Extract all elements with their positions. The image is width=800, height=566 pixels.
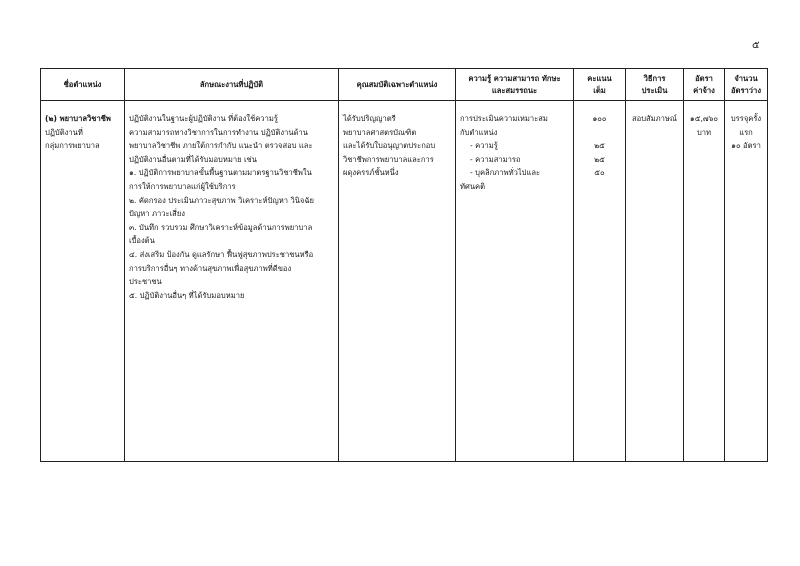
count-line: แรก xyxy=(739,127,753,137)
score-item: ๕๐ xyxy=(594,168,605,178)
competency-cell xyxy=(456,101,574,462)
duty-line: เบื้องต้น xyxy=(129,236,155,246)
qualification-line: วิชาชีพการพยาบาลและการ xyxy=(343,154,434,164)
qualification-line: ได้รับปริญญาตรี xyxy=(343,114,396,123)
rate-amount: ๑๕,๗๖๐ xyxy=(689,114,719,123)
header-row xyxy=(41,69,768,101)
duty-line: การบริการอื่นๆ ทางด้านสุขภาพเพื่อสุขภาพที่ดีของ xyxy=(129,263,292,273)
competency-line: ทัศนคติ xyxy=(460,181,486,191)
header-method-line2: ประเมิน xyxy=(641,85,668,95)
duty-line: ประชาชน xyxy=(129,277,162,287)
header-count xyxy=(725,69,768,101)
duty-line: ๑. ปฏิบัติการพยาบาลขั้นพื้นฐานตามมาตรฐานวิชาชีพใน xyxy=(129,168,312,178)
competency-line: การประเมินความเหมาะสม xyxy=(460,114,548,123)
header-count-line1: จำนวน xyxy=(734,73,758,83)
header-position: ชื่อตำแหน่ง xyxy=(41,69,125,101)
header-rate-line1: อัตรา xyxy=(695,73,713,83)
header-score-line1: คะแนน xyxy=(587,73,612,83)
position-title: (๒) พยาบาลวิชาชีพ xyxy=(45,114,111,123)
method-cell xyxy=(626,101,684,462)
qualification-line: พยาบาลศาสตรบัณฑิต xyxy=(343,127,417,137)
rate-unit: บาท xyxy=(696,127,712,137)
header-qualifications: คุณสมบัติเฉพาะตำแหน่ง xyxy=(339,69,456,101)
qualifications-cell xyxy=(339,101,456,462)
position-cell xyxy=(41,101,125,462)
position-line: กลุ่มการพยาบาล xyxy=(45,141,100,151)
competency-line: กับตำแหน่ง xyxy=(460,127,498,137)
header-count-line2: อัตราว่าง xyxy=(730,85,762,95)
page-number: ๕ xyxy=(752,40,760,51)
rate-cell xyxy=(684,101,725,462)
header-competency-line2: และสมรรถนะ xyxy=(491,85,538,95)
duty-line: การให้การพยาบาลแก่ผู้ใช้บริการ xyxy=(129,181,236,191)
header-competency xyxy=(456,69,574,101)
header-score xyxy=(574,69,626,101)
job-position-table xyxy=(40,68,768,462)
competency-item: - ความสามารถ xyxy=(470,154,521,164)
header-score-line2: เต็ม xyxy=(593,85,606,95)
header-competency-line1: ความรู้ ความสามารถ ทักษะ xyxy=(468,73,561,83)
score-cell xyxy=(574,101,626,462)
duty-line: ความสามารถทางวิชาการในการทำงาน ปฏิบัติงานด้าน xyxy=(129,127,308,137)
table-row xyxy=(41,101,768,462)
duty-line: ๓. บันทึก รวบรวม ศึกษาวิเคราะห์ข้อมูลด้านการพยาบาล xyxy=(129,222,313,232)
duty-line: ๒. คัดกรอง ประเมินภาวะสุขภาพ วิเคราะห์ปัญหา วินิจฉัย xyxy=(129,195,314,205)
method-value: สอบสัมภาษณ์ xyxy=(632,114,677,123)
competency-item: - ความรู้ xyxy=(470,141,498,151)
header-duties: ลักษณะงานที่ปฏิบัติ xyxy=(125,69,339,101)
position-line: ปฏิบัติงานที่ xyxy=(45,127,83,137)
competency-item: - บุคลิกภาพทั่วไปและ xyxy=(470,168,541,178)
header-method xyxy=(626,69,684,101)
duty-line: ๔. ส่งเสริม ป้องกัน ดูแลรักษา ฟื้นฟูสุขภาพประชาชนหรือ xyxy=(129,249,314,259)
score-item: ๒๕ xyxy=(594,141,605,151)
duty-line: พยาบาลวิชาชีพ ภายใต้การกำกับ แนะนำ ตรวจสอบ และ xyxy=(129,141,313,151)
count-line: ๑๐ อัตรา xyxy=(731,141,761,151)
header-rate-line2: ค่าจ้าง xyxy=(693,85,715,95)
duty-line: ปฏิบัติงานในฐานะผู้ปฏิบัติงาน ที่ต้องใช้ความรู้ xyxy=(129,114,278,123)
header-rate xyxy=(684,69,725,101)
duty-line: ปฏิบัติงานอื่นตามที่ได้รับมอบหมาย เช่น xyxy=(129,154,257,164)
duty-line: ๕. ปฏิบัติงานอื่นๆ ที่ได้รับมอบหมาย xyxy=(129,290,245,300)
score-total: ๑๐๐ xyxy=(592,114,607,123)
duty-line: ปัญหา ภาวะเสี่ยง xyxy=(129,209,185,219)
header-method-line1: วิธีการ xyxy=(643,73,666,83)
duties-cell xyxy=(125,101,339,462)
count-line: บรรจุครั้ง xyxy=(730,114,762,123)
qualification-line: ผดุงครรภ์ชั้นหนึ่ง xyxy=(343,168,399,178)
score-item: ๒๕ xyxy=(594,154,605,164)
qualification-line: และได้รับใบอนุญาตประกอบ xyxy=(343,141,436,151)
count-cell xyxy=(725,101,768,462)
